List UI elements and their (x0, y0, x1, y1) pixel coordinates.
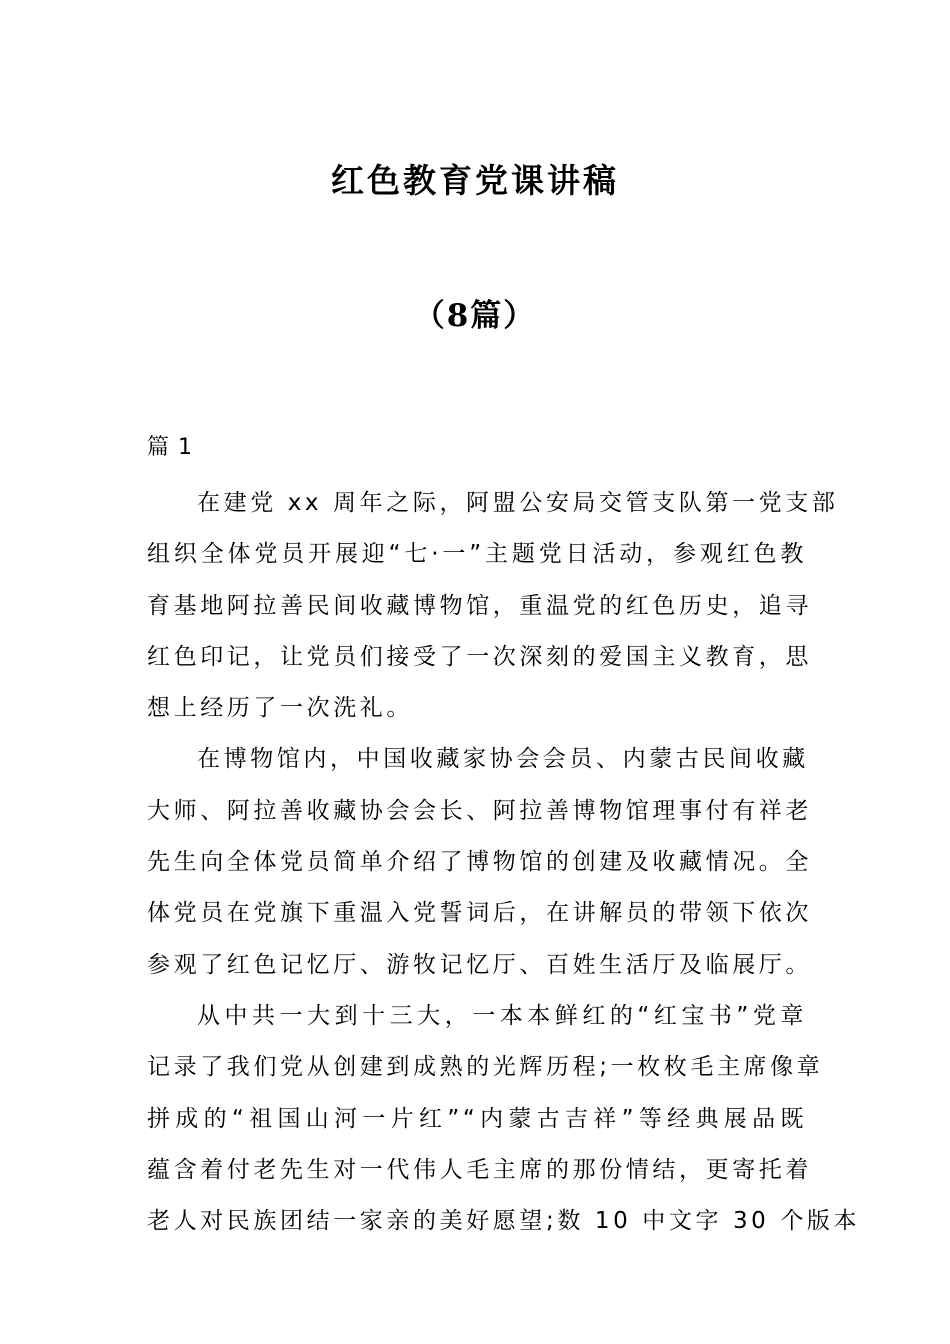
section-label: 篇 1 (147, 435, 193, 460)
paragraph-3 (147, 991, 861, 1247)
document-body (147, 478, 861, 1247)
paragraph-line: 红色印记，让党员们接受了一次深刻的爱国主义教育，思 (147, 643, 812, 670)
paragraph-line: 先生向全体党员简单介绍了博物馆的创建及收藏情况。全 (147, 849, 812, 876)
paragraph-1 (147, 478, 839, 734)
paragraph-line: 在博物馆内，中国收藏家协会会员、内蒙古民间收藏 (197, 746, 809, 773)
paragraph-line: 体党员在党旗下重温入党誓词后，在讲解员的带领下依次 (147, 900, 812, 927)
paragraph-line: 从中共一大到十三大，一本本鲜红的“红宝书”党章 (197, 1002, 807, 1029)
paragraph-line: 想上经历了一次洗礼。 (147, 695, 413, 722)
paragraph-line: 蕴含着付老先生对一代伟人毛主席的那份情结，更寄托着 (147, 1156, 812, 1183)
paragraph-line: 育基地阿拉善民间收藏博物馆，重温党的红色历史，追寻 (147, 592, 812, 619)
document-title: 红色教育党课讲稿 (331, 161, 619, 200)
paragraph-2 (147, 734, 812, 990)
paragraph-line: 记录了我们党从创建到成熟的光辉历程;一枚枚毛主席像章 (147, 1054, 824, 1081)
paragraph-line: 拼成的“祖国山河一片红”“内蒙古吉祥”等经典展品既 (147, 1105, 807, 1132)
paragraph-line: 老人对民族团结一家亲的美好愿望;数 10 中文字 30 个版本 (147, 1208, 861, 1235)
paragraph-line: 大师、阿拉善收藏协会会长、阿拉善博物馆理事付有祥老 (147, 797, 812, 824)
document-subtitle: （8篇） (413, 298, 537, 334)
paragraph-line: 在建党 xx 周年之际，阿盟公安局交管支队第一党支部 (197, 490, 839, 516)
paragraph-line: 参观了红色记忆厅、游牧记忆厅、百姓生活厅及临展厅。 (147, 951, 812, 978)
paragraph-line: 组织全体党员开展迎“七·一”主题党日活动，参观红色教 (147, 541, 807, 568)
